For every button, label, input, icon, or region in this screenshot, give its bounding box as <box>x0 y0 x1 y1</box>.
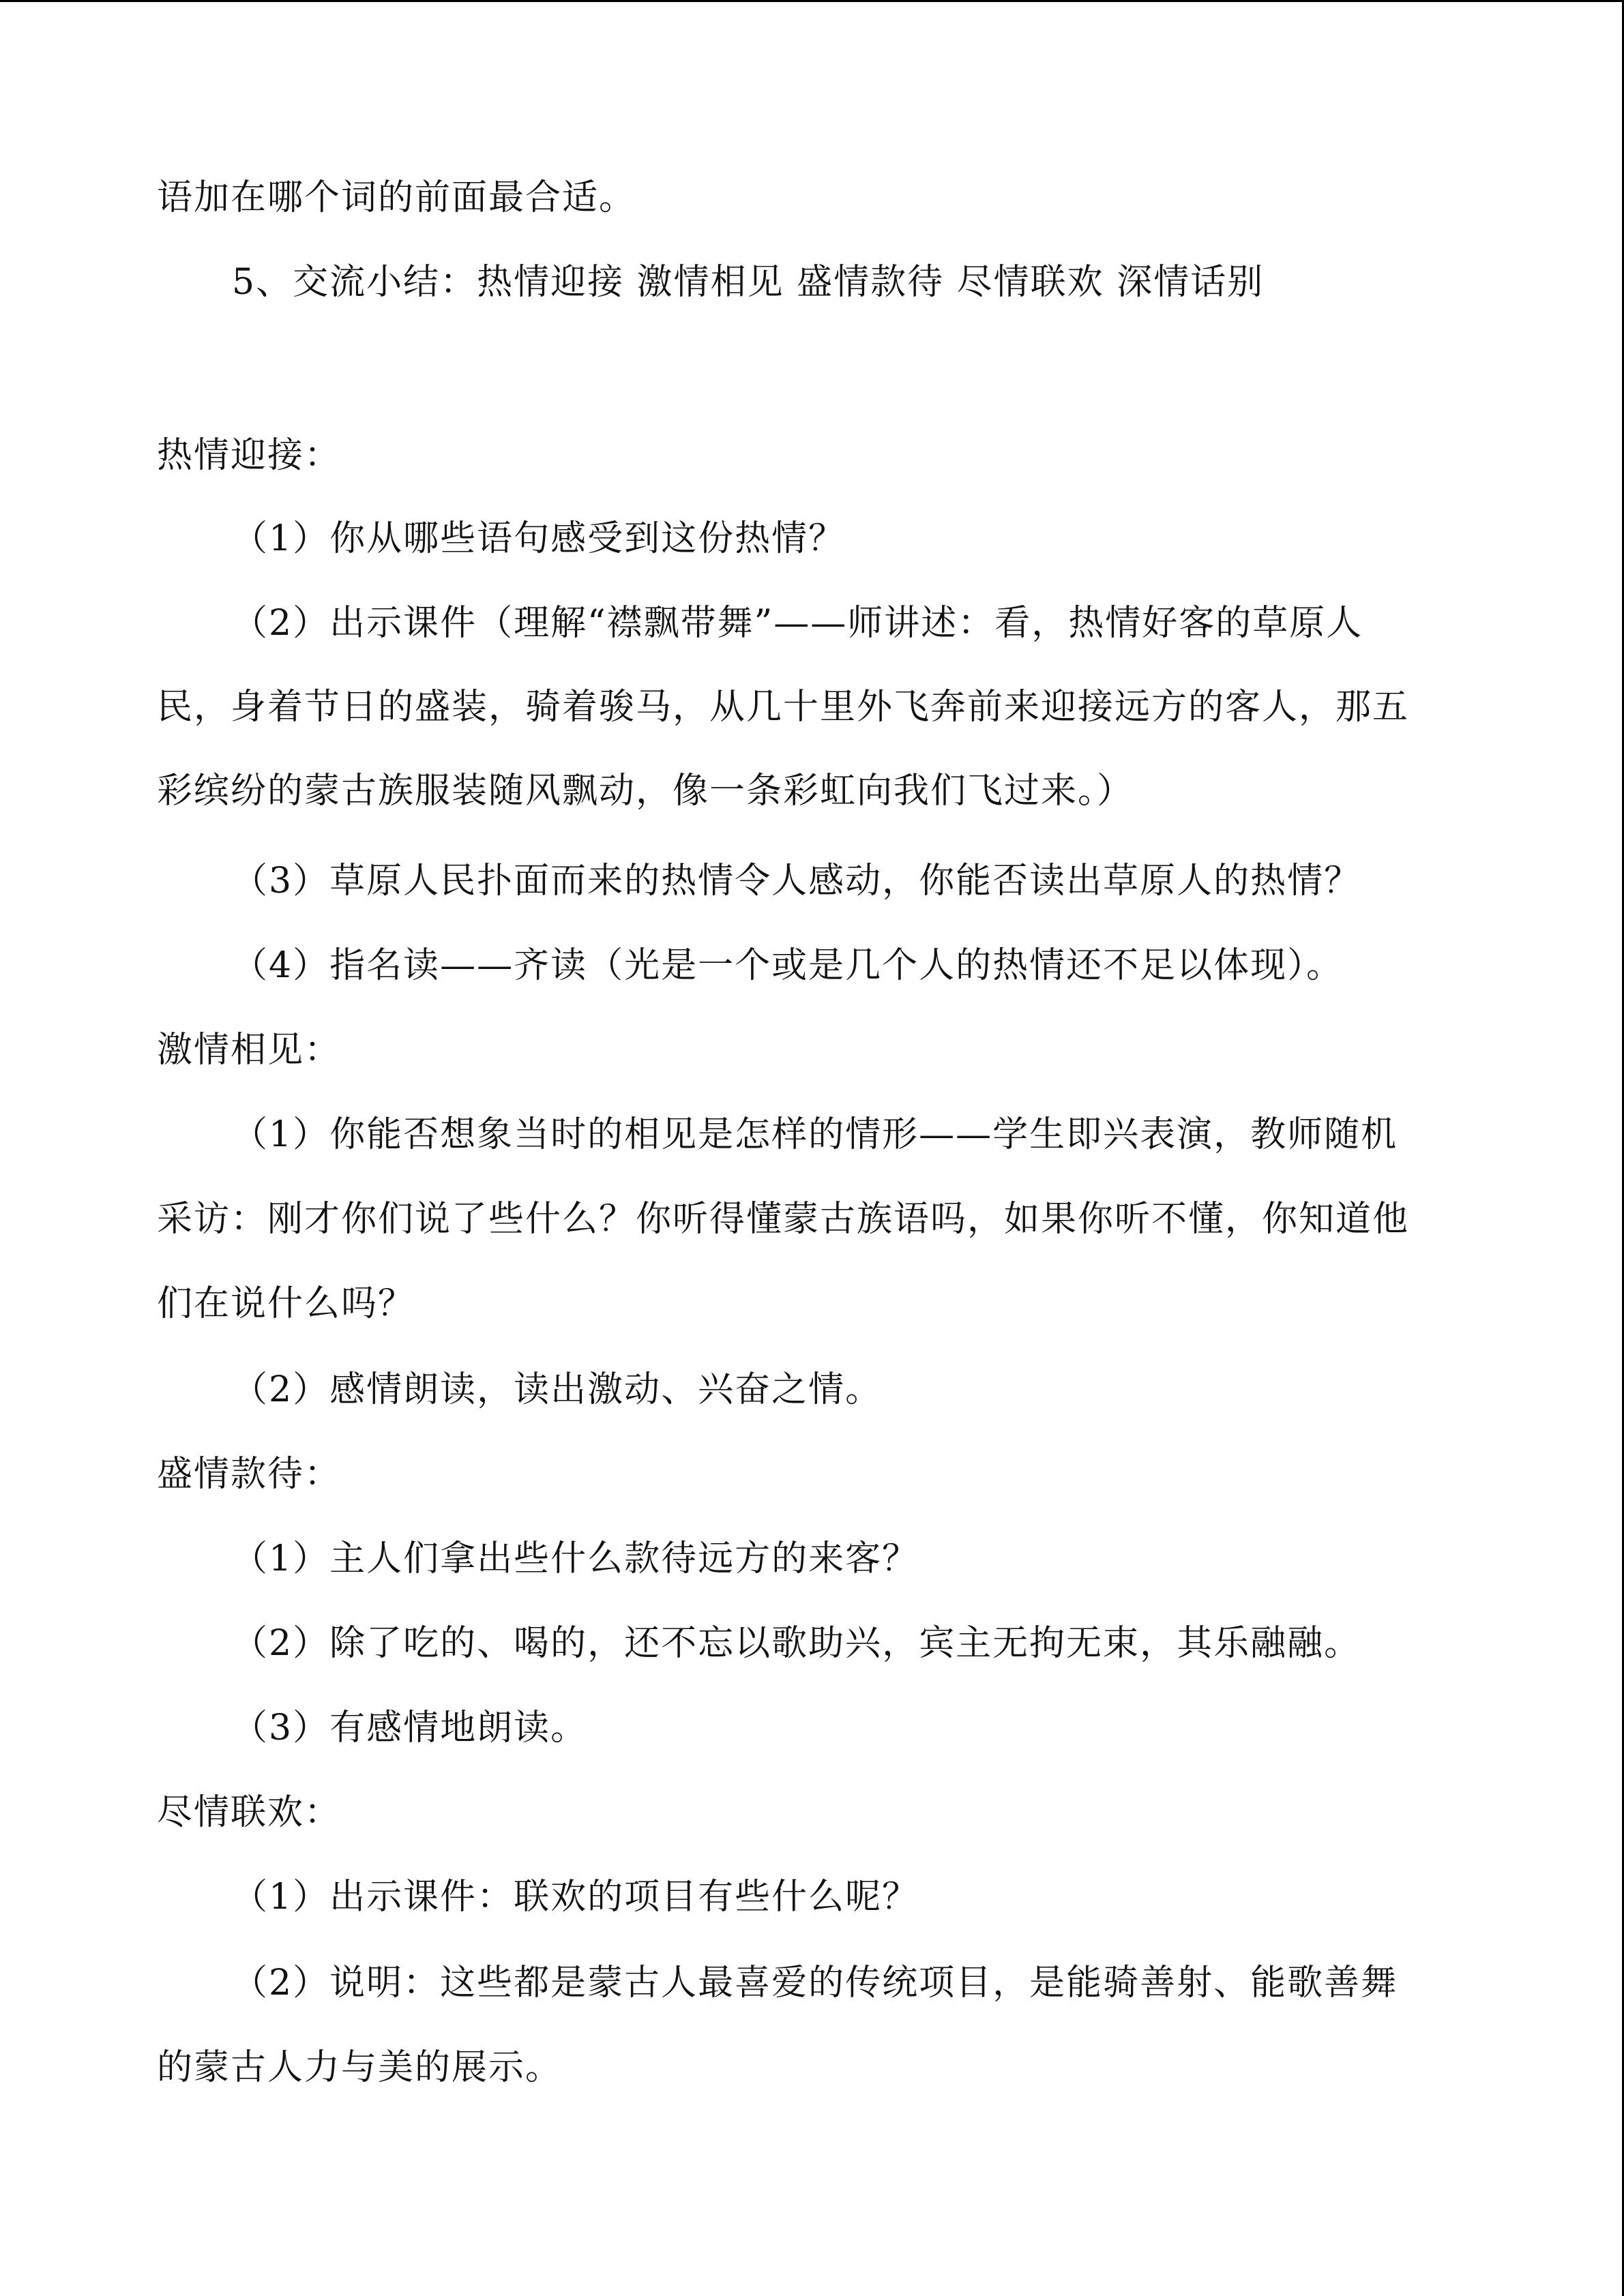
section-heading-celebration: 尽情联欢： <box>157 1792 342 1833</box>
text-line: （4）指名读——齐读（光是一个或是几个人的热情还不足以体现）。 <box>232 945 1344 986</box>
text-line: （1）你从哪些语句感受到这份热情？ <box>232 518 846 559</box>
text-line: 的蒙古人力与美的展示。 <box>157 2047 563 2088</box>
text-line: （2）除了吃的、喝的，还不忘以歌助兴，宾主无拘无束，其乐融融。 <box>232 1623 1361 1664</box>
text-line: 语加在哪个词的前面最合适。 <box>157 177 636 218</box>
text-line: （1）你能否想象当时的相见是怎样的情形——学生即兴表演，教师随机 <box>232 1114 1398 1155</box>
text-line: 民，身着节日的盛装，骑着骏马，从几十里外飞奔前来迎接远方的客人，那五 <box>157 687 1410 728</box>
text-line: 彩缤纷的蒙古族服装随风飘动，像一条彩虹向我们飞过来。） <box>157 771 1134 811</box>
text-line: （2）说明：这些都是蒙古人最喜爱的传统项目，是能骑善射、能歌善舞 <box>232 1963 1398 2003</box>
page-top-border <box>0 0 1624 2</box>
text-line: 采访：刚才你们说了些什么？你听得懂蒙古族语吗，如果你听不懂，你知道他 <box>157 1199 1410 1240</box>
text-line: （1）主人们拿出些什么款待远方的来客？ <box>232 1538 919 1579</box>
text-line: （1）出示课件：联欢的项目有些什么呢？ <box>232 1877 919 1918</box>
section-heading-excited-meeting: 激情相见： <box>157 1030 342 1071</box>
text-line: 们在说什么吗？ <box>157 1283 415 1324</box>
summary-line: 5、交流小结：热情迎接 激情相见 盛情款待 尽情联欢 深情话别 <box>232 262 1265 303</box>
text-line: （2）感情朗读，读出激动、兴奋之情。 <box>232 1369 883 1410</box>
text-line: （3）草原人民扑面而来的热情令人感动，你能否读出草原人的热情？ <box>232 861 1361 901</box>
text-line: （2）出示课件（理解“襟飘带舞”——师讲述：看，热情好客的草原人 <box>232 603 1363 644</box>
text-line: （3）有感情地朗读。 <box>232 1708 588 1748</box>
section-heading-hospitality: 盛情款待： <box>157 1454 342 1495</box>
section-heading-warm-welcome: 热情迎接： <box>157 435 342 476</box>
